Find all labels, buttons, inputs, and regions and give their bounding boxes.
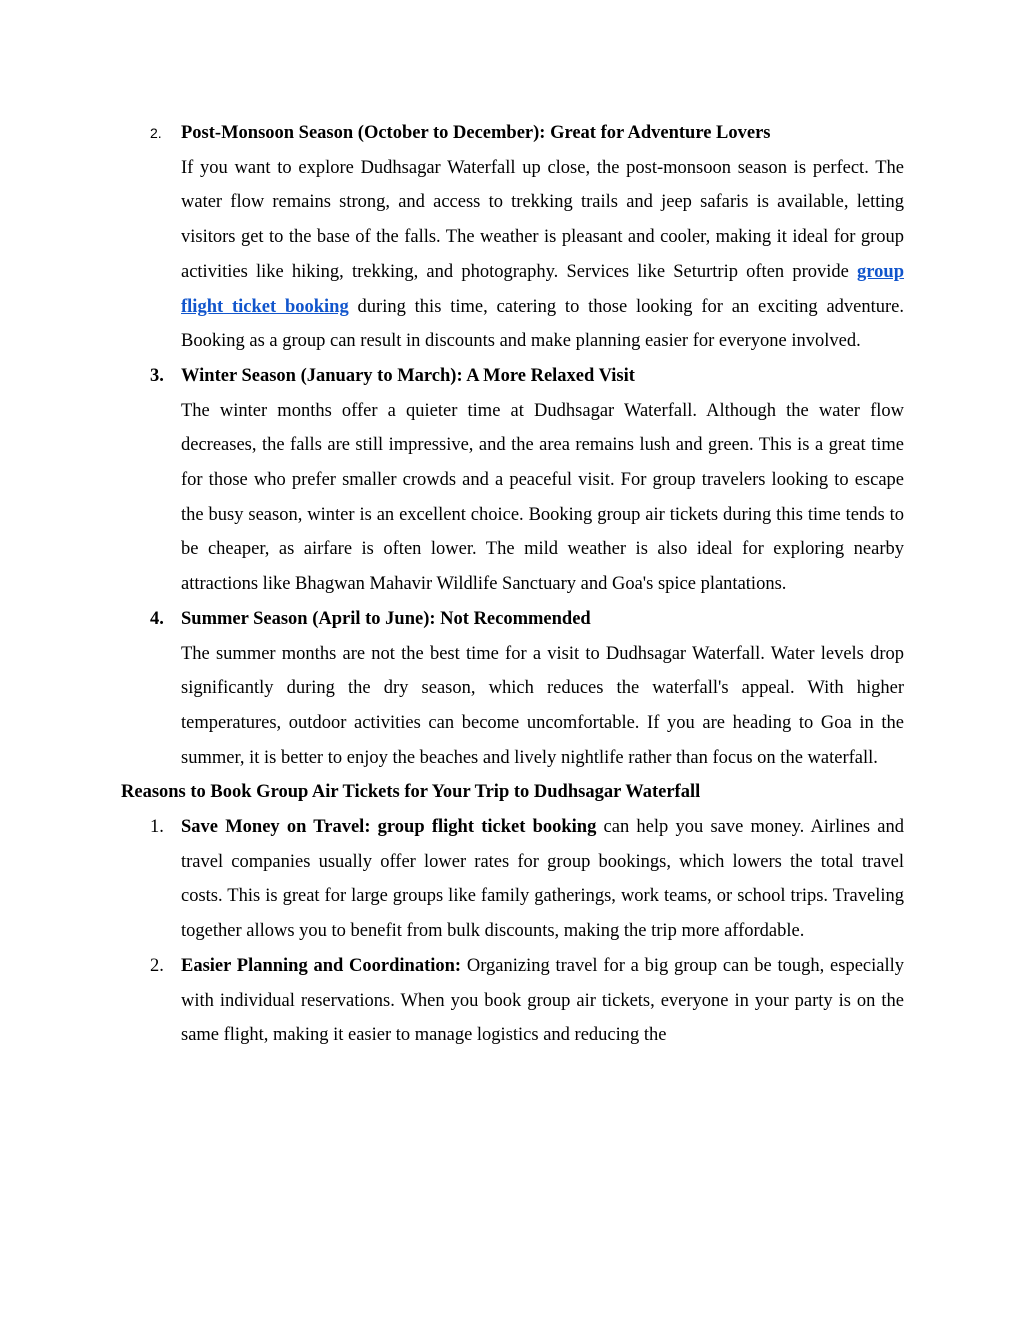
item-paragraph: The winter months offer a quieter time at Dudhsagar Waterfall. Although the water flow decreases, the falls are still impressive, and the area remains lush and green. This is a great time for those who prefer smaller crowds and a peaceful visit. For group travelers looking to escape the busy season, winter is an excellent choice. Booking group air tickets during this time tends to be cheaper, as airfare is often lower. The mild weather is also ideal for exploring nearby attractions like Bhagwan Mahavir Wildlife Sanctuary and Goa's spice plantations. bbox=[181, 400, 904, 595]
section-heading: Reasons to Book Group Air Tickets for Your Trip to Dudhsagar Waterfall bbox=[121, 782, 701, 803]
list-item bbox=[121, 602, 904, 776]
item-paragraph bbox=[181, 151, 904, 359]
paragraph-text: can help you save money. Airlines and travel companies usually offer lower rates for group bookings, which lowers the total travel costs. This is great for large groups like family gatherings, work teams, or school trips. Traveling together allows you to benefit from bulk discounts, making the trip more affordable. bbox=[181, 817, 904, 942]
list-item bbox=[121, 810, 904, 949]
item-paragraph bbox=[181, 949, 904, 1053]
list-item bbox=[121, 949, 904, 1053]
list-number: 2. bbox=[150, 125, 162, 141]
list-number: 4. bbox=[150, 608, 164, 629]
paragraph-text: Organizing travel for a big group can be tough, especially with individual reservations. When you book group air tickets, everyone in your party is on the same flight, making it easier to manage logistics and reducing the bbox=[181, 955, 904, 1046]
group-flight-link[interactable]: group flight ticket booking bbox=[181, 261, 905, 317]
item-paragraph: The summer months are not the best time for a visit to Dudhsagar Waterfall. Water levels drop significantly during the dry season, which reduces the waterfall's appeal. With higher temperatures, outdoor activities can become uncomfortable. If you are heading to Goa in the summer, it is better to enjoy the beaches and lively nightlife rather than focus on the waterfall. bbox=[181, 643, 904, 768]
item-lead: Save Money on Travel: group flight ticket booking bbox=[181, 817, 597, 838]
item-title: Winter Season (January to March): A More Relaxed Visit bbox=[181, 365, 635, 386]
document-body bbox=[121, 116, 904, 1053]
list-number: 2. bbox=[150, 955, 164, 976]
item-title: Summer Season (April to June): Not Recommended bbox=[181, 608, 591, 629]
list-item bbox=[121, 359, 904, 602]
item-title: Post-Monsoon Season (October to December): Great for Adventure Lovers bbox=[181, 123, 771, 143]
item-paragraph bbox=[181, 810, 904, 949]
item-lead: Easier Planning and Coordination: bbox=[181, 955, 462, 976]
paragraph-text: during this time, catering to those looking for an exciting adventure. Booking as a group can result in discounts and make planning easier for everyone involved. bbox=[181, 296, 905, 352]
list-number: 1. bbox=[150, 817, 164, 838]
paragraph-text: If you want to explore Dudhsagar Waterfall up close, the post-monsoon season is perfect. The water flow remains strong, and access to trekking trails and jeep safaris is available, letting visitors get to the base of the falls. The weather is pleasant and cooler, making it ideal for group activities like hiking, trekking, and photography. Services like Seturtrip often provide bbox=[181, 157, 904, 282]
list-item bbox=[121, 116, 904, 359]
list-number: 3. bbox=[150, 365, 164, 386]
